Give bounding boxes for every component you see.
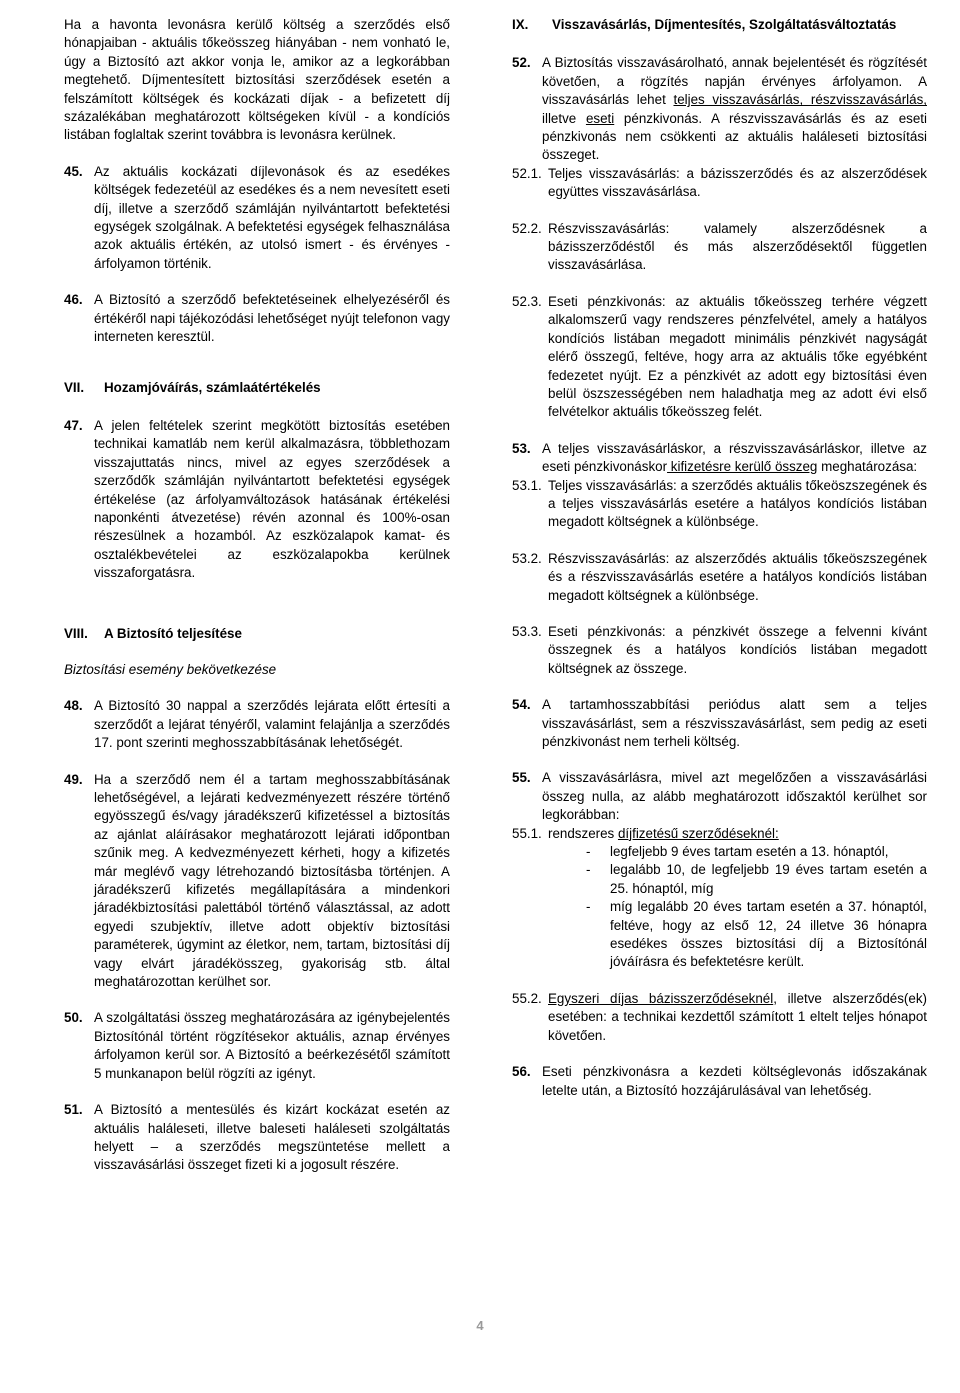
paragraph-text: A visszavásárlásra, mivel azt megelőzően a visszavásárlási összeg nulla, az alább meghatározott időszaktól kerülhet sor legkorábban: bbox=[542, 770, 927, 823]
dash-mark: - bbox=[586, 862, 591, 878]
subparagraph-text: Részvisszavásárlás: az alszerződés aktuális tőkeöszszegének és a részvisszavásárlás esetére a hatályos kondíciós listában megadott költségnek a különbsége. bbox=[548, 550, 927, 603]
paragraph-text: A Biztosító a mentesülés és kizárt kockázat esetén az aktuális haláleseti, illetve baleseti haláleseti szolgáltatás helyett – a szerződés megszüntetése mellett a visszavásárlási összeget fizeti ki a jogosult részére. bbox=[94, 1102, 450, 1173]
paragraph-number: 45. bbox=[64, 163, 83, 179]
paragraph-number: 48. bbox=[64, 698, 83, 714]
subparagraph-number: 53.1. bbox=[512, 477, 542, 493]
subparagraph-55-2 bbox=[512, 990, 927, 1045]
subparagraph-text: Eseti pénzkivonás: a pénzkivét összege a felvenni kívánt összegnek és a hatályos kondíciós listában megadott költségnek az összege. bbox=[548, 623, 927, 676]
paragraph-50 bbox=[64, 1009, 450, 1083]
right-column bbox=[512, 16, 927, 1100]
paragraph-47 bbox=[64, 417, 450, 583]
paragraph-45 bbox=[64, 163, 450, 273]
paragraph-number: 51. bbox=[64, 1102, 83, 1118]
subparagraph-text: Eseti pénzkivonás: az aktuális tőkeösszeg terhére végzett alkalomszerű vagy rendszeres pénzfelvétel, amely a hatályos kondíciós listában megadott minimális pénzkivét nagyságát elérő összegű, feltéve, hogy arra az aktuális tőke egyébként fedezetet nyújt. Ez a pénzkivét az adott egy biztosítási éven belül öszszességében nem haladhatja meg az adott évi első felvételkor aktuális tőkeösszeg felét. bbox=[548, 293, 927, 420]
paragraph-number: 53. bbox=[512, 440, 531, 456]
paragraph-text: Az aktuális kockázati díjlevonások és az esedékes költségek fedezetéül az esedékes és a nem nevesített eseti díj, illetve a szerződő számláján nyilvántartott befektetési egységek szolgálnak. A befektetési egységek felhasználása azok aktuális értékén, az utolsó ismert - és érvényes - árfolyamon történik. bbox=[94, 163, 450, 271]
paragraph-number: 47. bbox=[64, 417, 83, 433]
dash-text: legalább 10, de legfeljebb 19 éves tartam esetén a 25. hónaptól, míg bbox=[610, 862, 927, 896]
paragraph-48 bbox=[64, 697, 450, 752]
section-heading-vii bbox=[64, 379, 450, 397]
paragraph-56 bbox=[512, 1063, 927, 1100]
paragraph-55 bbox=[512, 769, 927, 824]
paragraph-number: 52. bbox=[512, 55, 531, 71]
subparagraph-text: rendszeres díjfizetésű szerződéseknél: bbox=[548, 825, 779, 841]
paragraph-text: A Biztosító a szerződő befektetéseinek elhelyezéséről és értékéről napi tájékozódási lehetőséget nyújt telefonon vagy interneten keresztül. bbox=[94, 292, 450, 345]
subparagraph-number: 53.3. bbox=[512, 623, 542, 639]
paragraph-number: 46. bbox=[64, 292, 83, 308]
subparagraph-53-1 bbox=[512, 477, 927, 532]
paragraph-number: 49. bbox=[64, 771, 83, 787]
page-number: 4 bbox=[476, 1318, 484, 1333]
paragraph-text: A Biztosító 30 nappal a szerződés lejárata előtt értesíti a szerződőt a lejárat tényéről, valamint felajánlja a szerződés 17. pont szerinti meghosszabbításának lehetőségét. bbox=[94, 698, 450, 751]
dash-text: legfeljebb 9 éves tartam esetén a 13. hónaptól, bbox=[610, 844, 889, 860]
subparagraph-52-3 bbox=[512, 293, 927, 422]
section-title: A Biztosító teljesítése bbox=[104, 625, 242, 641]
subparagraph-number: 52.1. bbox=[512, 165, 542, 181]
paragraph-text: A teljes visszavásárláskor, a részvisszavásárláskor, illetve az eseti pénzkivonáskor kifizetésre kerülő összeg meghatározása: bbox=[542, 440, 927, 475]
paragraph-text: A jelen feltételek szerint megkötött biztosítás esetében technikai kamatláb nem kerül alkalmazásra, többlethozam visszajuttatás nincs, mivel az egyes szerződések a szerződők számláján nyilvántartott befektetési egységek értékelése (az árfolyamváltozások hatásának értékelési naponkénti átvezetése) révén azonnal és 100%-osan részesülnek a hozamból. Az eszközalapok kamat- és osztalékbevételei az eszközalapokba kerülnek visszaforgatásra. bbox=[94, 417, 450, 581]
left-column bbox=[64, 16, 450, 1175]
paragraph-number: 54. bbox=[512, 697, 531, 713]
dash-item bbox=[512, 861, 927, 898]
section-title: Hozamjóváírás, számlaátértékelés bbox=[104, 379, 321, 395]
paragraph-text: A szolgáltatási összeg meghatározására az igénybejelentés Biztosítónál történt rögzítésekor aktuális, aznap érvényes árfolyamon kerül sor. A Biztosító a beérkezésétől számított 5 munkanapon belül rögzíti az igényt. bbox=[94, 1010, 450, 1081]
subparagraph-53-3 bbox=[512, 623, 927, 678]
paragraph-text: Ha a szerződő nem él a tartam meghosszabbításának lehetőségével, a lejárati kedvezményezett részére történő egyösszegű és/vagy járadékszerű kifizetéssel a biztosítás az ajánlat aláírásakor meghatározott lejárati időpontban szűnik meg. A kedvezményezett kérheti, hogy a kifizetés már meglévő vagy létrehozandó biztosításba történjen. A járadékszerű kifizetés megállapítására a mindenkori járadékbiztosítási palettából történő választással, az adott egyedi szubjektív, illetve adott objektív biztosítási paraméterek, úgymint az életkor, nem, tartam, biztosítási díj vagy elvárt járadékösszeg, gyakoriság stb. által meghatározottan kerülhet sor. bbox=[94, 771, 450, 990]
subparagraph-number: 53.2. bbox=[512, 550, 542, 566]
paragraph-number: 50. bbox=[64, 1010, 83, 1026]
subparagraph-number: 52.2. bbox=[512, 220, 542, 236]
subparagraph-text: Egyszeri díjas bázisszerződéseknél, illetve alszerződés(ek) esetében: a technikai kezdettől számított 1 eltelt teljes hónapot követően. bbox=[548, 990, 927, 1043]
intro-paragraph: Ha a havonta levonásra kerülő költség a szerződés első hónapjaiban - aktuális tőkeösszeg hiányában - nem vonható le, úgy a Biztosító azt akkor vonja le, amikor az a legkorábban megtehető. Díjmentesített biztosítási szerződések esetén a felszámított költségek és kockázati díjak - a befizetett díj százalékában meghatározott költségeken kívül - a kondíciós listában foglaltak szerint továbbra is levonásra kerülnek. bbox=[64, 17, 450, 143]
subparagraph-52-2 bbox=[512, 220, 927, 275]
dash-mark: - bbox=[586, 899, 591, 915]
dash-mark: - bbox=[586, 844, 591, 860]
subparagraph-text: Teljes visszavásárlás: a bázisszerződés és az alszerződések együttes visszavásárlása. bbox=[548, 165, 927, 200]
paragraph-text: A tartamhosszabbítási periódus alatt sem a teljes visszavásárlást, sem a részvisszavásárlást, sem pedig az eseti pénzkivonást nem terheli költség. bbox=[542, 697, 927, 749]
subparagraph-text: Teljes visszavásárlás: a szerződés aktuális tőkeöszszegének és a teljes visszavásárlás esetére a hatályos kondíciós listában megadott költségnek a különbsége. bbox=[548, 477, 927, 530]
dash-text: míg legalább 20 éves tartam esetén a 37. hónaptól, feltéve, hogy az első 12, 24 illetve 36 hónapra esedékes összes biztosítási díj a Biztosítónál jóváírásra és befektetésre került. bbox=[610, 899, 927, 970]
subheading: Biztosítási esemény bekövetkezése bbox=[64, 661, 277, 677]
subparagraph-number: 52.3. bbox=[512, 293, 542, 309]
paragraph-52 bbox=[512, 54, 927, 164]
section-title: Visszavásárlás, Díjmentesítés, Szolgáltatásváltoztatás bbox=[552, 17, 897, 32]
paragraph-number: 55. bbox=[512, 770, 531, 786]
section-heading-viii bbox=[64, 625, 450, 643]
paragraph-51 bbox=[64, 1101, 450, 1175]
dash-item bbox=[512, 843, 927, 861]
subparagraph-52-1 bbox=[512, 165, 927, 202]
paragraph-text: A Biztosítás visszavásárolható, annak bejelentését és rögzítését követően, a rögzítés napján érvényes árfolyamon. A visszavásárlás lehet teljes visszavásárlás, részvisszavásárlás, illetve eseti pénzkivonás. A részvisszavásárlás és az eseti pénzkivonás nem csökkenti az aktuális haláleseti biztosítási összeget. bbox=[542, 55, 927, 163]
dash-item bbox=[512, 898, 927, 972]
paragraph-53 bbox=[512, 440, 927, 477]
subparagraph-number: 55.2. bbox=[512, 990, 542, 1006]
paragraph-54 bbox=[512, 696, 927, 751]
section-heading-ix bbox=[512, 16, 927, 34]
subparagraph-number: 55.1. bbox=[512, 825, 542, 841]
paragraph-49 bbox=[64, 771, 450, 992]
section-number: VII. bbox=[64, 379, 85, 395]
paragraph-text: Eseti pénzkivonásra a kezdeti költséglevonás időszakának letelte után, a Biztosító hozzájárulásával van lehetőség. bbox=[542, 1064, 927, 1098]
subparagraph-text: Részvisszavásárlás: valamely alszerződésnek a bázisszerződéstől és más alszerződésektől független visszavásárlása. bbox=[548, 220, 927, 273]
paragraph-number: 56. bbox=[512, 1064, 531, 1080]
paragraph-46 bbox=[64, 291, 450, 346]
section-number: VIII. bbox=[64, 625, 88, 641]
subparagraph-55-1 bbox=[512, 825, 927, 843]
section-number: IX. bbox=[512, 17, 529, 32]
subparagraph-53-2 bbox=[512, 550, 927, 605]
